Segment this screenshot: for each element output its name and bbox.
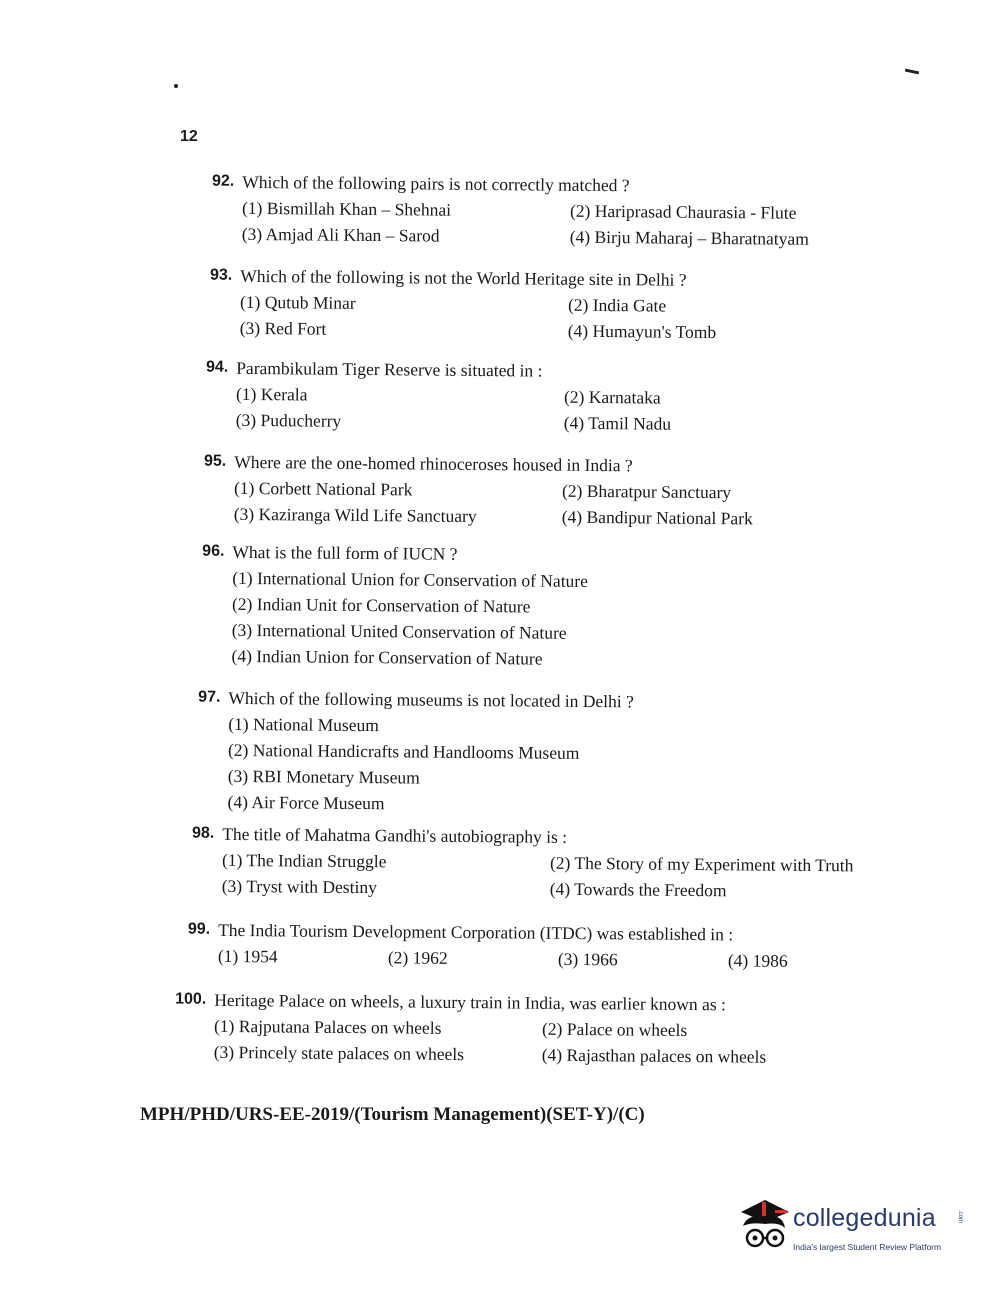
option-4: (4) Humayun's Tomb xyxy=(567,320,717,343)
question-98 xyxy=(191,821,943,905)
question-number: 99. xyxy=(187,920,211,938)
question-number: 96. xyxy=(202,542,225,560)
option-2: (2) The Story of my Experiment with Truth xyxy=(549,852,854,876)
question-text: Where are the one-homed rhinoceroses housed in India ? xyxy=(234,451,633,476)
option-3: (3) RBI Monetary Museum xyxy=(227,765,420,788)
logo-wordmark: collegedunia xyxy=(793,1204,936,1232)
option-1: (1) 1954 xyxy=(217,945,278,967)
question-text: What is the full form of IUCN ? xyxy=(232,541,458,564)
question-number: 97. xyxy=(198,688,221,706)
option-3: (3) Princely state palaces on wheels xyxy=(213,1041,465,1065)
question-92 xyxy=(211,169,963,253)
option-1: (1) Kerala xyxy=(235,383,308,405)
option-1: (1) International Union for Conservation of Nature xyxy=(232,567,589,591)
options xyxy=(240,289,960,347)
question-95 xyxy=(203,449,955,533)
option-3: (3) Red Fort xyxy=(239,317,327,339)
options xyxy=(218,943,938,975)
question-text: Heritage Palace on wheels, a luxury train in India, was earlier known as : xyxy=(214,989,727,1015)
option-3: (3) Puducherry xyxy=(235,409,342,431)
question-text: Which of the following pairs is not correctly matched ? xyxy=(242,171,630,196)
scan-mark-top-right xyxy=(905,69,919,75)
option-2: (2) Palace on wheels xyxy=(541,1018,688,1040)
option-4: (4) Air Force Museum xyxy=(227,791,385,814)
options xyxy=(242,195,962,253)
option-1: (1) Qutub Minar xyxy=(239,291,356,313)
question-99 xyxy=(187,917,938,975)
option-3: (3) Tryst with Destiny xyxy=(221,875,377,898)
option-3: (3) Kaziranga Wild Life Sanctuary xyxy=(233,503,477,526)
question-100 xyxy=(175,987,935,1071)
question-number: 95. xyxy=(203,452,227,470)
scan-mark-top-left xyxy=(174,84,178,88)
question-text: Which of the following museums is not located in Delhi ? xyxy=(228,687,634,712)
option-4: (4) Birju Maharaj – Bharatnatyam xyxy=(569,226,809,249)
option-2: (2) Hariprasad Chaurasia - Flute xyxy=(569,200,797,223)
option-2: (2) Karnataka xyxy=(563,386,661,408)
footer-exam-code: MPH/PHD/URS-EE-2019/(Tourism Management)(SET-Y)/(C) xyxy=(140,1104,645,1125)
question-number: 94. xyxy=(205,358,229,376)
option-1: (1) National Museum xyxy=(228,713,379,736)
option-2: (2) Bharatpur Sanctuary xyxy=(561,480,732,503)
options xyxy=(214,1013,934,1071)
option-4: (4) Rajasthan palaces on wheels xyxy=(541,1044,767,1067)
logo-tagline: India's largest Student Review Platform xyxy=(793,1242,942,1252)
options xyxy=(227,711,948,821)
option-4: (4) Tamil Nadu xyxy=(563,412,672,434)
options xyxy=(236,381,956,439)
question-number: 98. xyxy=(191,824,215,842)
question-text: Which of the following is not the World Heritage site in Delhi ? xyxy=(240,265,687,290)
option-4: (4) Indian Union for Conservation of Nature xyxy=(231,645,543,669)
option-4: (4) Bandipur National Park xyxy=(561,506,753,529)
question-96 xyxy=(202,539,952,675)
option-2: (2) 1962 xyxy=(387,947,448,968)
collegedunia-logo xyxy=(735,1196,965,1266)
option-3: (3) 1966 xyxy=(557,948,618,970)
option-2: (2) National Handicrafts and Handlooms Museum xyxy=(227,739,580,763)
question-number: 92. xyxy=(211,172,235,190)
question-text: Parambikulam Tiger Reserve is situated in : xyxy=(236,357,543,381)
question-number: 93. xyxy=(209,266,233,284)
question-93 xyxy=(209,263,961,347)
page-number: 12 xyxy=(180,128,198,145)
option-1: (1) The Indian Struggle xyxy=(221,849,387,872)
option-2: (2) India Gate xyxy=(567,294,667,316)
options xyxy=(222,847,942,905)
option-2: (2) Indian Unit for Conservation of Nature xyxy=(231,593,531,617)
question-94 xyxy=(205,355,957,439)
mascot-icon xyxy=(735,1196,795,1266)
options xyxy=(234,475,954,533)
option-1: (1) Corbett National Park xyxy=(233,477,413,500)
option-3: (3) Amjad Ali Khan – Sarod xyxy=(241,223,440,246)
options xyxy=(231,565,952,675)
option-4: (4) 1986 xyxy=(727,950,788,971)
question-text: The title of Mahatma Gandhi's autobiography is : xyxy=(222,823,568,847)
option-1: (1) Rajputana Palaces on wheels xyxy=(213,1015,442,1038)
question-text: The India Tourism Development Corporation (ITDC) was established in : xyxy=(218,919,734,945)
question-97 xyxy=(198,685,948,821)
logo-suffix: .com xyxy=(957,1210,963,1224)
option-3: (3) International United Conservation of Nature xyxy=(231,619,567,643)
question-number: 100. xyxy=(175,990,207,1008)
option-4: (4) Towards the Freedom xyxy=(549,878,727,901)
option-1: (1) Bismillah Khan – Shehnai xyxy=(241,197,452,220)
